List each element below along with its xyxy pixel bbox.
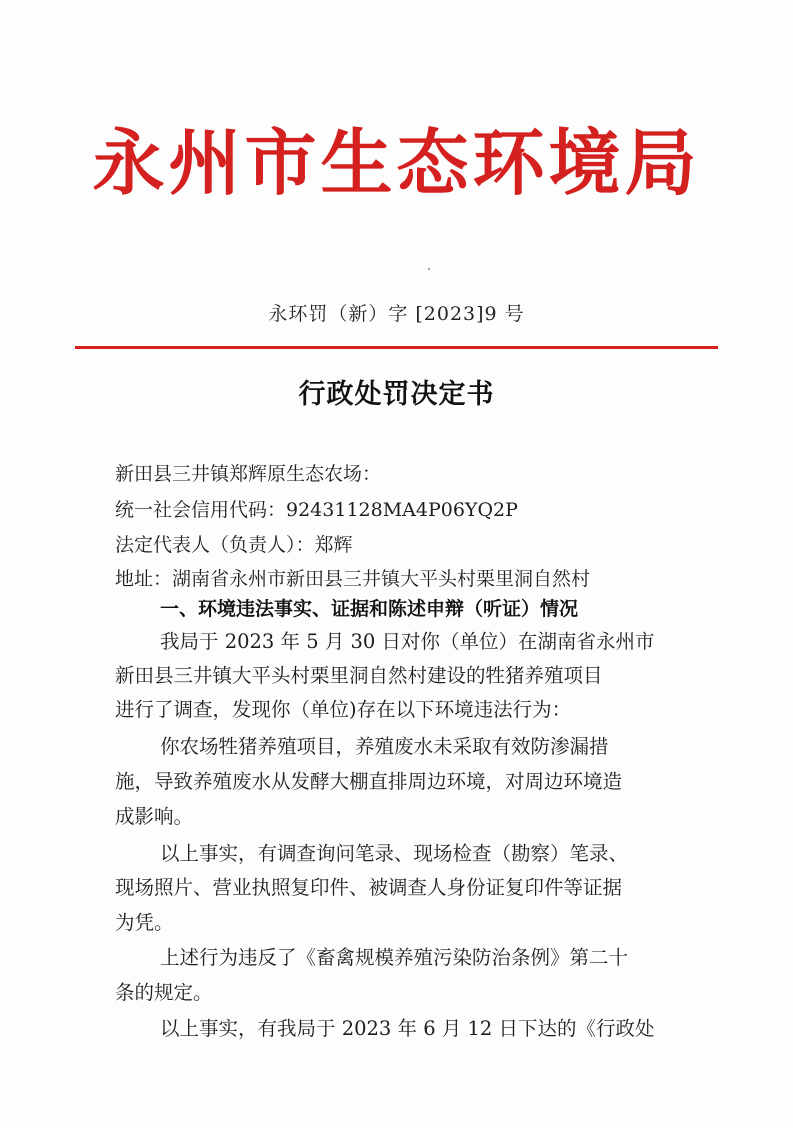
- body-line: 为凭。: [115, 911, 174, 934]
- party-address: 地址：湖南省永州市新田县三井镇大平头村栗里洞自然村: [115, 568, 591, 590]
- document-number: 永环罚（新）字 [2023]9 号: [268, 303, 525, 325]
- body-line: 以上事实，有调查询问笔录、现场检查（勘察）笔录、: [160, 842, 629, 865]
- body-line: 以上事实，有我局于 2023 年 6 月 12 日下达的《行政处: [160, 1017, 655, 1040]
- body-line: 你农场牲猪养殖项目，养殖废水未采取有效防渗漏措: [160, 735, 609, 758]
- body-line: 上述行为违反了《畜禽规模养殖污染防治条例》第二十: [160, 946, 629, 969]
- party-name: 新田县三井镇郑辉原生态农场：: [115, 463, 382, 485]
- agency-letterhead: 永州市生态环境局: [92, 121, 701, 205]
- body-line: 施，导致养殖废水从发酵大棚直排周边环境，对周边环境造: [115, 770, 623, 793]
- party-credit-code: 统一社会信用代码：92431128MA4P06YQ2P: [115, 499, 518, 521]
- document-title: 行政处罚决定书: [298, 379, 495, 410]
- body-line: 条的规定。: [115, 981, 213, 1004]
- party-legal-representative: 法定代表人（负责人）：郑辉: [115, 534, 353, 556]
- scan-speck: [428, 268, 430, 270]
- letterhead-divider: [75, 346, 718, 349]
- body-line: 进行了调查，发现你（单位)存在以下环境违法行为：: [115, 698, 572, 721]
- body-line: 成影响。: [115, 805, 194, 828]
- section-heading: 一、环境违法事实、证据和陈述申辩（听证）情况: [160, 598, 579, 620]
- body-line: 新田县三井镇大平头村栗里洞自然村建设的牲猪养殖项目: [115, 664, 603, 687]
- body-line: 我局于 2023 年 5 月 30 日对你（单位）在湖南省永州市: [160, 630, 655, 653]
- body-line: 现场照片、营业执照复印件、被调查人身份证复印件等证据: [115, 876, 623, 899]
